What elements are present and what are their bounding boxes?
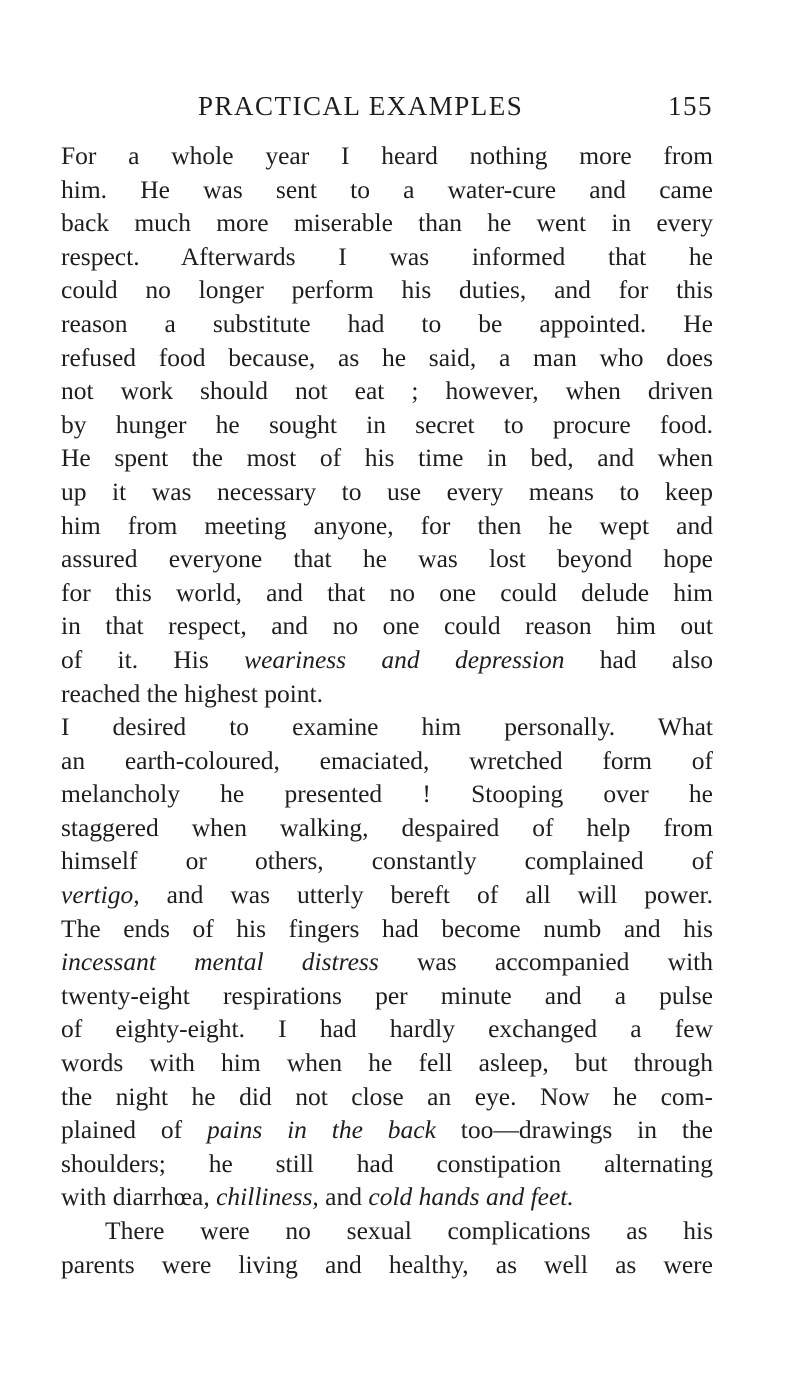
text-segment: refused food because, as he said, a man who does: [61, 342, 713, 372]
text-segment: parents were living and healthy, as well as were: [61, 1249, 713, 1279]
text-segment: He spent the most of his time in bed, and when: [61, 443, 713, 473]
text-segment: I desired to examine him personally. What: [61, 712, 713, 742]
text-segment: reached the highest point.: [61, 678, 323, 708]
text-line: [61, 240, 713, 274]
running-title: PRACTICAL EXAMPLES: [198, 91, 524, 121]
text-line: [61, 777, 713, 811]
text-line: [61, 542, 713, 576]
text-line: [61, 441, 713, 475]
text-segment: words with him when he fell asleep, but through: [61, 1048, 713, 1078]
text-segment: shoulders; he still had constipation alternating: [61, 1148, 713, 1178]
italic-text-segment: weariness and depression: [244, 644, 565, 674]
text-segment: an earth-coloured, emaciated, wretched form of: [61, 745, 713, 775]
text-line: [61, 1012, 713, 1046]
text-line: [61, 878, 713, 912]
text-line: [61, 139, 713, 173]
text-segment: him from meeting anyone, for then he wept and: [61, 510, 713, 540]
running-header: [198, 86, 713, 126]
page-number: 155: [668, 91, 713, 121]
text-segment: the night he did not close an eye. Now he com-: [61, 1081, 713, 1111]
italic-text-segment: vertigo,: [61, 880, 140, 910]
italic-text-segment: cold hands and feet.: [368, 1182, 574, 1212]
text-line: [61, 341, 713, 375]
text-line: [61, 408, 713, 442]
text-segment: for this world, and that no one could delude him: [61, 577, 713, 607]
text-line: [61, 1248, 713, 1282]
text-line: [61, 1046, 713, 1080]
text-segment: For a whole year I heard nothing more from: [61, 141, 713, 170]
text-segment: by hunger he sought in secret to procure food.: [61, 409, 713, 439]
text-segment: too—drawings in the: [435, 1115, 713, 1145]
text-segment: melancholy he presented ! Stooping over he: [61, 779, 713, 809]
text-line: [61, 744, 713, 778]
text-line: [61, 1147, 713, 1181]
italic-text-segment: pains in the back: [206, 1115, 436, 1145]
text-line: [61, 710, 713, 744]
text-line: [61, 475, 713, 509]
text-line: [61, 1180, 713, 1214]
text-segment: up it was necessary to use every means to keep: [61, 476, 713, 506]
text-segment: respect. Afterwards I was informed that he: [61, 241, 713, 271]
text-segment: had also: [564, 644, 713, 674]
text-segment: twenty-eight respirations per minute and a pulse: [61, 980, 713, 1010]
text-line: [61, 576, 713, 610]
italic-text-segment: incessant mental distress: [61, 947, 379, 977]
text-line: [61, 173, 713, 207]
text-line: [61, 844, 713, 878]
text-segment: him. He was sent to a water-cure and came: [61, 174, 713, 204]
text-line: [61, 643, 713, 677]
text-line: [61, 912, 713, 946]
text-segment: of it. His: [61, 644, 245, 674]
text-line: [61, 273, 713, 307]
text-line: [61, 1214, 713, 1248]
text-segment: reason a substitute had to be appointed. He: [61, 308, 713, 338]
text-segment: and was utterly bereft of all will power.: [139, 880, 713, 910]
text-segment: could no longer perform his duties, and for this: [61, 275, 713, 305]
text-segment: himself or others, constantly complained of: [61, 846, 713, 876]
text-line: [61, 609, 713, 643]
text-segment: The ends of his fingers had become numb and his: [61, 913, 713, 943]
text-segment: assured everyone that he was lost beyond hope: [61, 544, 713, 574]
text-segment: back much more miserable than he went in every: [61, 208, 713, 238]
text-line: [61, 206, 713, 240]
italic-text-segment: chilliness,: [216, 1182, 319, 1212]
text-line: [61, 1080, 713, 1114]
text-segment: was accompanied with: [378, 947, 713, 977]
text-segment: plained of: [61, 1115, 207, 1145]
text-line: [61, 1113, 713, 1147]
body-text: [61, 139, 713, 1281]
text-line: [61, 307, 713, 341]
text-line: [61, 374, 713, 408]
text-line: [61, 945, 713, 979]
text-segment: with diarrhœa,: [61, 1182, 217, 1212]
text-line: [61, 811, 713, 845]
text-segment: not work should not eat ; however, when driven: [61, 376, 713, 406]
text-segment: and: [318, 1182, 369, 1212]
text-line: [61, 509, 713, 543]
text-segment: of eighty-eight. I had hardly exchanged a few: [61, 1014, 713, 1044]
text-segment: There were no sexual complications as his: [105, 1216, 713, 1245]
text-line: [61, 677, 713, 711]
text-line: [61, 979, 713, 1013]
text-segment: in that respect, and no one could reason him out: [61, 611, 713, 641]
text-segment: staggered when walking, despaired of help from: [61, 812, 713, 842]
